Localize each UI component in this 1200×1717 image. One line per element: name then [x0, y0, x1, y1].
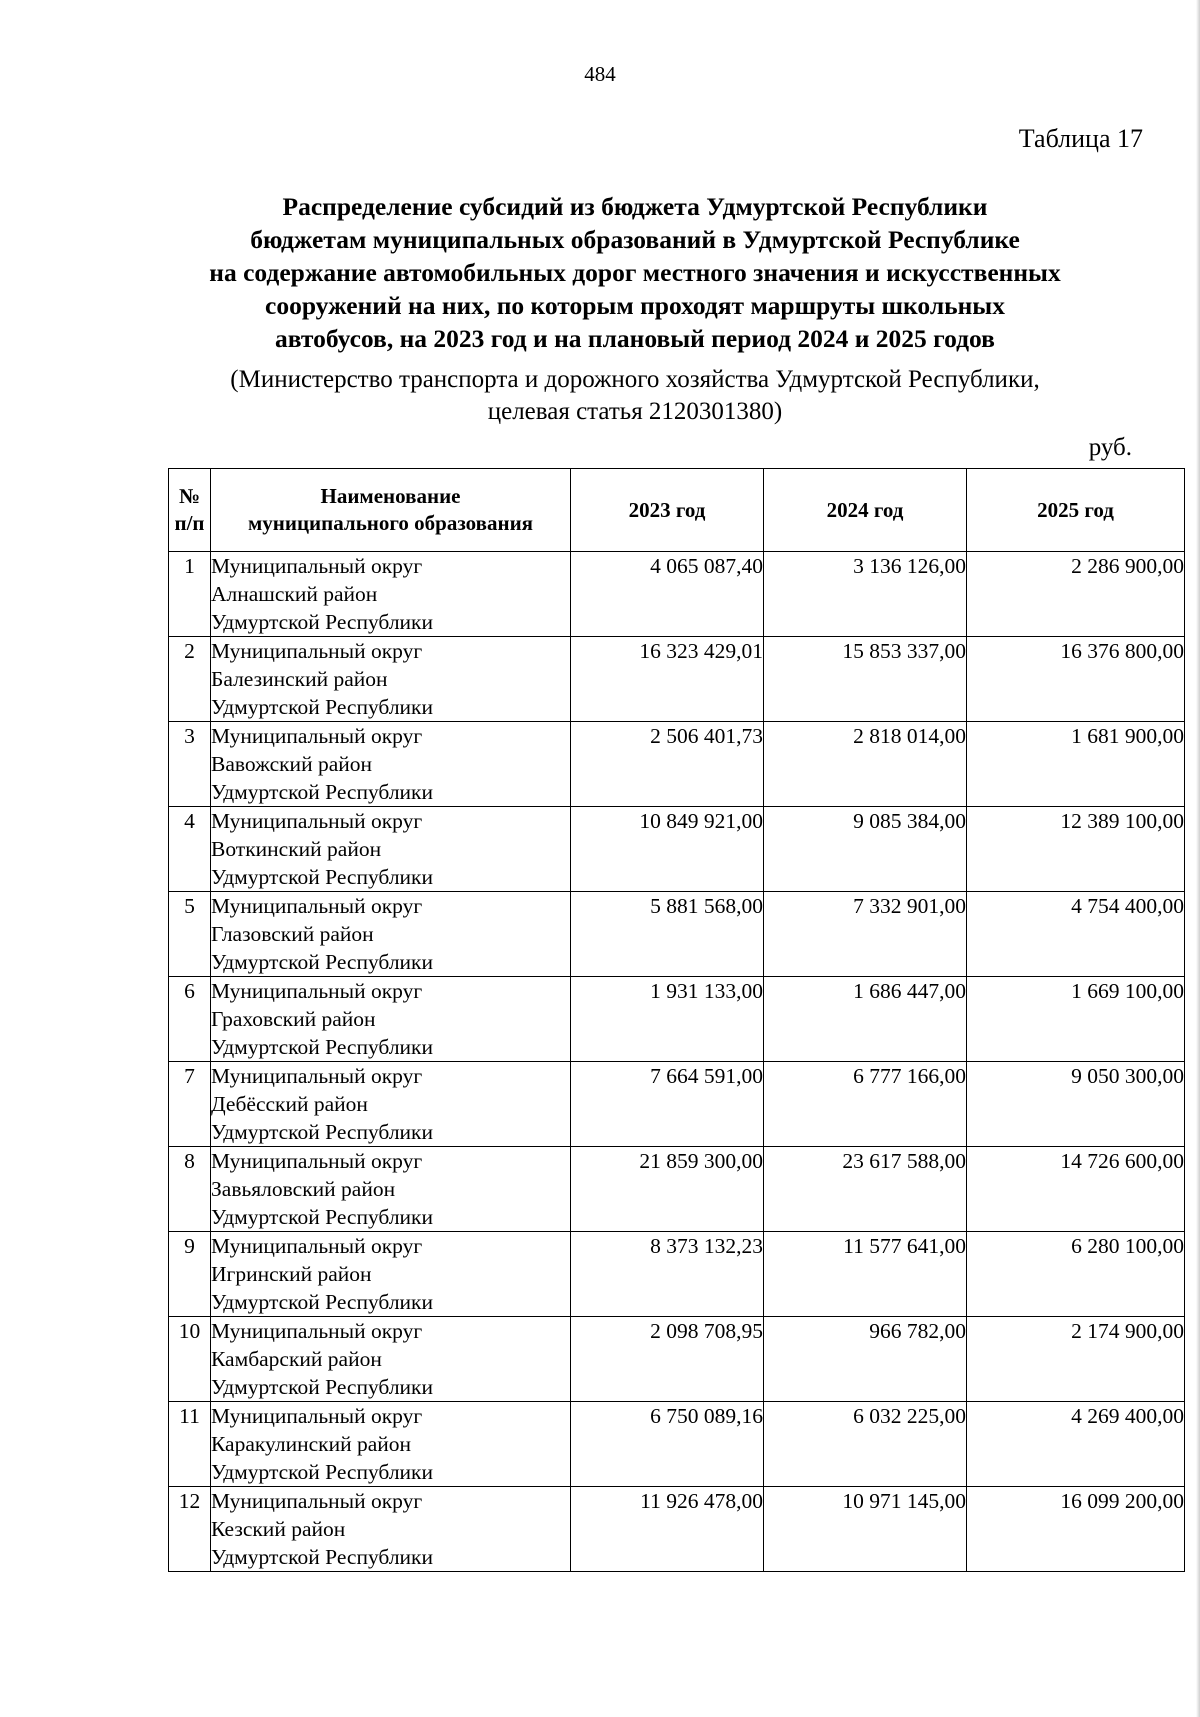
municipality-name	[211, 977, 571, 1062]
row-number: 12	[169, 1487, 211, 1572]
municipality-name-line: Кезский район	[211, 1517, 346, 1541]
document-title	[150, 190, 1120, 355]
header-num-line2: п/п	[174, 511, 205, 535]
table-row	[169, 1402, 1185, 1487]
table-label: Таблица 17	[1018, 124, 1143, 153]
amount-2025: 1 681 900,00	[967, 722, 1185, 807]
table-row	[169, 552, 1185, 637]
table-header-row	[169, 469, 1185, 552]
amount-2025: 2 174 900,00	[967, 1317, 1185, 1402]
document-subtitle	[150, 364, 1120, 428]
header-2025: 2025 год	[967, 469, 1185, 552]
municipality-name-line: Граховский район	[211, 1007, 376, 1031]
row-number: 9	[169, 1232, 211, 1317]
scan-edge	[1196, 0, 1200, 1717]
amount-2023: 21 859 300,00	[571, 1147, 764, 1232]
amount-2024: 3 136 126,00	[764, 552, 967, 637]
amount-2023: 5 881 568,00	[571, 892, 764, 977]
units-label: руб.	[1088, 434, 1132, 461]
municipality-name-line: Муниципальный округ	[211, 639, 423, 663]
amount-2024: 15 853 337,00	[764, 637, 967, 722]
municipality-name-line: Муниципальный округ	[211, 809, 423, 833]
amount-2024: 6 032 225,00	[764, 1402, 967, 1487]
amount-2023: 2 098 708,95	[571, 1317, 764, 1402]
amount-2023: 10 849 921,00	[571, 807, 764, 892]
municipality-name	[211, 1317, 571, 1402]
header-name-line2: муниципального образования	[247, 511, 534, 535]
table-row	[169, 807, 1185, 892]
amount-2025: 9 050 300,00	[967, 1062, 1185, 1147]
amount-2024: 10 971 145,00	[764, 1487, 967, 1572]
amount-2025: 6 280 100,00	[967, 1232, 1185, 1317]
row-number: 7	[169, 1062, 211, 1147]
municipality-name-line: Удмуртской Республики	[211, 950, 434, 974]
table-row	[169, 1232, 1185, 1317]
amount-2025: 4 269 400,00	[967, 1402, 1185, 1487]
amount-2025: 4 754 400,00	[967, 892, 1185, 977]
municipality-name	[211, 1487, 571, 1572]
municipality-name-line: Муниципальный округ	[211, 979, 423, 1003]
amount-2023: 6 750 089,16	[571, 1402, 764, 1487]
subtitle-line: (Министерство транспорта и дорожного хозяйства Удмуртской Республики,	[230, 366, 1040, 393]
municipality-name	[211, 807, 571, 892]
municipality-name-line: Муниципальный округ	[211, 1234, 423, 1258]
municipality-name-line: Каракулинский район	[211, 1432, 412, 1456]
amount-2023: 2 506 401,73	[571, 722, 764, 807]
table-body	[169, 552, 1185, 1572]
municipality-name-line: Удмуртской Республики	[211, 1290, 434, 1314]
amount-2023: 11 926 478,00	[571, 1487, 764, 1572]
amount-2023: 16 323 429,01	[571, 637, 764, 722]
row-number: 8	[169, 1147, 211, 1232]
municipality-name-line: Муниципальный округ	[211, 1149, 423, 1173]
municipality-name-line: Удмуртской Республики	[211, 865, 434, 889]
row-number: 10	[169, 1317, 211, 1402]
municipality-name-line: Муниципальный округ	[211, 894, 423, 918]
title-line: бюджетам муниципальных образований в Удмуртской Республике	[250, 225, 1020, 254]
municipality-name-line: Муниципальный округ	[211, 554, 423, 578]
municipality-name	[211, 892, 571, 977]
header-2023: 2023 год	[571, 469, 764, 552]
municipality-name-line: Удмуртской Республики	[211, 695, 434, 719]
municipality-name	[211, 637, 571, 722]
amount-2024: 23 617 588,00	[764, 1147, 967, 1232]
title-line: на содержание автомобильных дорог местного значения и искусственных	[209, 258, 1061, 287]
amount-2025: 16 099 200,00	[967, 1487, 1185, 1572]
municipality-name-line: Удмуртской Республики	[211, 1460, 434, 1484]
municipality-name-line: Удмуртской Республики	[211, 1375, 434, 1399]
municipality-name-line: Вавожский район	[211, 752, 372, 776]
row-number: 11	[169, 1402, 211, 1487]
amount-2025: 12 389 100,00	[967, 807, 1185, 892]
row-number: 5	[169, 892, 211, 977]
table-row	[169, 1147, 1185, 1232]
amount-2023: 4 065 087,40	[571, 552, 764, 637]
title-line: Распределение субсидий из бюджета Удмуртской Республики	[282, 192, 988, 221]
amount-2024: 966 782,00	[764, 1317, 967, 1402]
table-row	[169, 722, 1185, 807]
row-number: 3	[169, 722, 211, 807]
municipality-name-line: Удмуртской Республики	[211, 1545, 434, 1569]
amount-2024: 2 818 014,00	[764, 722, 967, 807]
row-number: 4	[169, 807, 211, 892]
municipality-name-line: Воткинский район	[211, 837, 382, 861]
row-number: 6	[169, 977, 211, 1062]
table-row	[169, 1317, 1185, 1402]
municipality-name	[211, 1062, 571, 1147]
municipality-name-line: Игринский район	[211, 1262, 372, 1286]
amount-2025: 16 376 800,00	[967, 637, 1185, 722]
municipality-name-line: Алнашский район	[211, 582, 378, 606]
municipality-name-line: Муниципальный округ	[211, 1404, 423, 1428]
municipality-name-line: Удмуртской Республики	[211, 1120, 434, 1144]
municipality-name-line: Муниципальный округ	[211, 1489, 423, 1513]
title-line: сооружений на них, по которым проходят маршруты школьных	[265, 291, 1005, 320]
municipality-name	[211, 1232, 571, 1317]
municipality-name-line: Камбарский район	[211, 1347, 382, 1371]
row-number: 2	[169, 637, 211, 722]
municipality-name	[211, 1147, 571, 1232]
municipality-name	[211, 1402, 571, 1487]
amount-2023: 7 664 591,00	[571, 1062, 764, 1147]
municipality-name-line: Удмуртской Республики	[211, 1035, 434, 1059]
table-row	[169, 1062, 1185, 1147]
municipality-name	[211, 722, 571, 807]
municipality-name-line: Дебёсский район	[211, 1092, 368, 1116]
municipality-name-line: Муниципальный округ	[211, 1064, 423, 1088]
municipality-name-line: Удмуртской Республики	[211, 610, 434, 634]
table-row	[169, 637, 1185, 722]
subsidy-table	[168, 468, 1185, 1572]
amount-2025: 1 669 100,00	[967, 977, 1185, 1062]
municipality-name-line: Глазовский район	[211, 922, 374, 946]
page-number: 484	[584, 62, 616, 86]
municipality-name-line: Муниципальный округ	[211, 724, 423, 748]
municipality-name-line: Муниципальный округ	[211, 1319, 423, 1343]
header-name-line1: Наименование	[320, 484, 461, 508]
amount-2024: 11 577 641,00	[764, 1232, 967, 1317]
header-name	[211, 469, 571, 552]
municipality-name-line: Удмуртской Республики	[211, 1205, 434, 1229]
subtitle-line: целевая статья 2120301380)	[487, 398, 783, 425]
amount-2024: 6 777 166,00	[764, 1062, 967, 1147]
header-num	[169, 469, 211, 552]
row-number: 1	[169, 552, 211, 637]
table-row	[169, 892, 1185, 977]
amount-2024: 9 085 384,00	[764, 807, 967, 892]
municipality-name	[211, 552, 571, 637]
municipality-name-line: Балезинский район	[211, 667, 388, 691]
header-2024: 2024 год	[764, 469, 967, 552]
municipality-name-line: Завьяловский район	[211, 1177, 396, 1201]
municipality-name-line: Удмуртской Республики	[211, 780, 434, 804]
title-line: автобусов, на 2023 год и на плановый период 2024 и 2025 годов	[275, 324, 995, 353]
table-row	[169, 1487, 1185, 1572]
amount-2023: 8 373 132,23	[571, 1232, 764, 1317]
amount-2025: 2 286 900,00	[967, 552, 1185, 637]
amount-2024: 7 332 901,00	[764, 892, 967, 977]
header-num-line1: №	[178, 484, 201, 508]
table-row	[169, 977, 1185, 1062]
amount-2023: 1 931 133,00	[571, 977, 764, 1062]
amount-2025: 14 726 600,00	[967, 1147, 1185, 1232]
amount-2024: 1 686 447,00	[764, 977, 967, 1062]
